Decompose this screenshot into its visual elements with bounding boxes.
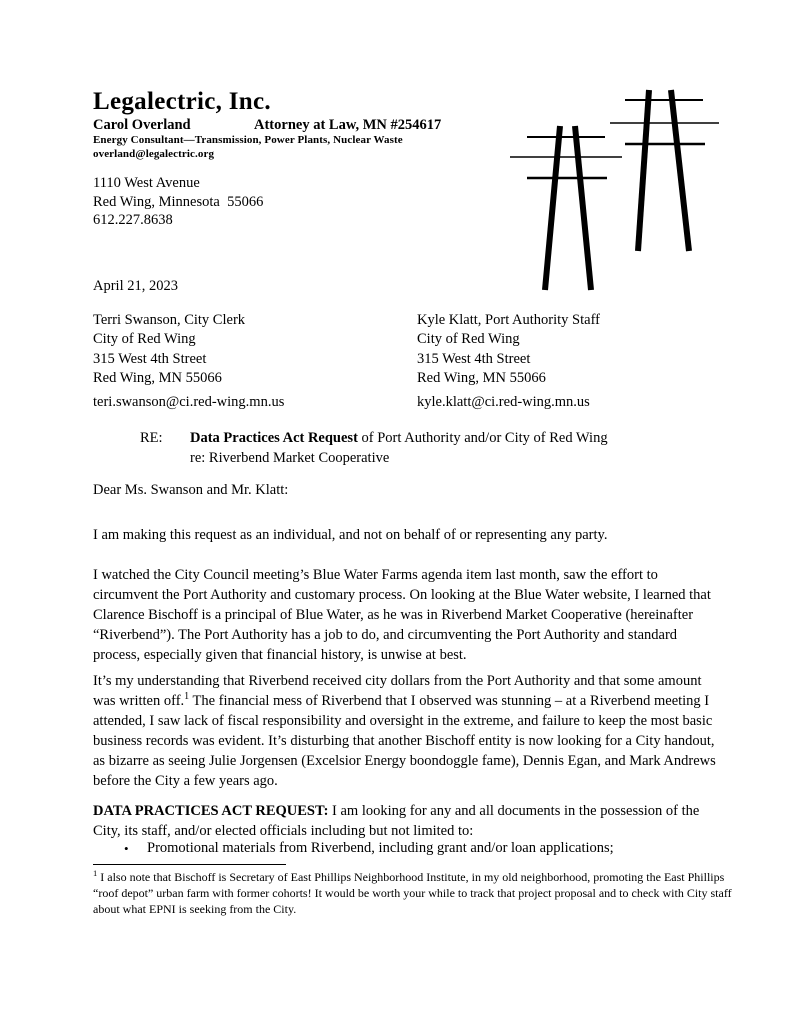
- recipient-org: City of Red Wing: [93, 331, 196, 348]
- recipient-email: kyle.klatt@ci.red-wing.mn.us: [417, 394, 590, 411]
- footnote-ref-1: 1: [184, 690, 190, 702]
- letter-date: April 21, 2023: [93, 278, 178, 294]
- recipient-street: 315 West 4th Street: [93, 350, 207, 367]
- paragraph-blue-water: I watched the City Council meeting’s Blue Water Farms agenda item last month, saw the effort to circumvent the Port Authority and customary process. On looking at the Blue Water website, I learned that Clarence Bischoff is a principal of Blue Water, as he was in Riverbend Market Cooperative (hereinafter “Riverbend”). The Port Authority has a job to do, and circumventing the Port Authority and standard process, especially given that financial history, is unwise at best.: [93, 566, 711, 663]
- footnote-1: [93, 870, 741, 917]
- recipient-swanson: [93, 311, 417, 412]
- letterhead: [93, 88, 441, 230]
- re-subject-line1: [190, 428, 608, 448]
- bullet-icon: •: [124, 841, 129, 856]
- recipient-name: Terri Swanson, City Clerk: [93, 312, 246, 328]
- letterhead-address: [93, 174, 441, 230]
- attorney-name: Carol Overland: [93, 117, 191, 133]
- attorney-row: [93, 117, 441, 134]
- letterhead-address-line1: 1110 West Avenue: [93, 175, 200, 191]
- transmission-towers-icon: [505, 85, 727, 297]
- recipient-name: Kyle Klatt, Port Authority Staff: [417, 312, 600, 328]
- recipient-klatt: [417, 311, 741, 412]
- letterhead-phone: 612.227.8638: [93, 212, 173, 228]
- bullet-item-promotional-materials: [124, 839, 724, 858]
- letterhead-address-line2: Red Wing, Minnesota 55066: [93, 193, 264, 210]
- re-subject: [190, 428, 608, 468]
- paragraph-riverbend-finances: [93, 671, 725, 791]
- recipient-city: Red Wing, MN 55066: [417, 369, 546, 386]
- letterhead-email: overland@legalectric.org: [93, 147, 215, 160]
- re-block: [140, 428, 608, 468]
- re-subject-line2: re: Riverbend Market Cooperative: [190, 450, 390, 466]
- company-name: Legalectric, Inc.: [93, 88, 271, 115]
- paragraph-riverbend-post: The financial mess of Riverbend that I observed was stunning – at a Riverbend meeting I attended, I saw lack of fiscal responsibility and oversight in the extreme, and failure to keep the most basic business records was evident. It’s disturbing that another Bischoff entity is now looking for a City handout, as bizarre as seeing Julie Jorgensen (Excelsior Energy boondoggle fame), Dennis Egan, and Mark Andrews before the City a few years ago.: [93, 692, 716, 789]
- data-request-rest: I am looking for any and all documents in the possession of the City, its staff, and/or elected officials including but not limited to:: [93, 802, 700, 839]
- attorney-title: Attorney at Law, MN #254617: [254, 117, 442, 133]
- paragraph-individual-request: I am making this request as an individual, and not on behalf of or representing any party.: [93, 526, 608, 543]
- bullet-text: Promotional materials from Riverbend, including grant and/or loan applications;: [147, 840, 614, 856]
- recipient-city: Red Wing, MN 55066: [93, 369, 222, 386]
- re-subject-rest: of Port Authority and/or City of Red Wing: [357, 430, 608, 446]
- footnote-divider: [93, 864, 286, 865]
- recipient-org: City of Red Wing: [417, 331, 520, 348]
- footnote-marker: 1: [93, 868, 98, 878]
- recipient-blocks: [93, 311, 741, 412]
- paragraph-data-request: [93, 801, 725, 841]
- salutation: Dear Ms. Swanson and Mr. Klatt:: [93, 482, 289, 498]
- recipient-street: 315 West 4th Street: [417, 350, 531, 367]
- data-request-lead: DATA PRACTICES ACT REQUEST:: [93, 802, 329, 819]
- re-label: RE:: [140, 430, 163, 446]
- recipient-email: teri.swanson@ci.red-wing.mn.us: [93, 394, 285, 411]
- footnote-text: I also note that Bischoff is Secretary of East Phillips Neighborhood Institute, in my old neighborhood, promoting the East Phillips “roof depot” urban farm with former cohorts! It would be worth your while to track that project proposal and to check with City staff about what EPNI is seeking from the City.: [93, 870, 732, 916]
- paragraph-riverbend-pre: It’s my understanding that Riverbend received city dollars from the Port Authority and that some amount was written off.: [93, 672, 702, 709]
- letterhead-subtitle: Energy Consultant—Transmission, Power Plants, Nuclear Waste: [93, 134, 403, 146]
- re-subject-bold: Data Practices Act Request: [190, 430, 358, 446]
